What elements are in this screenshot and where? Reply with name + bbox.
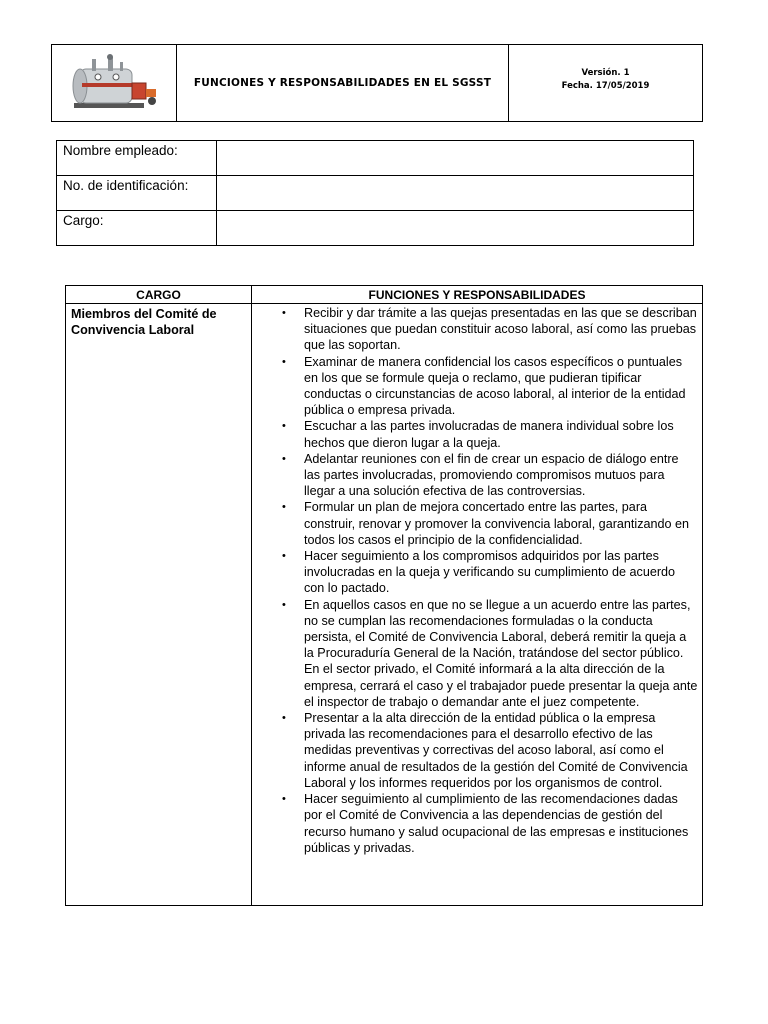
table-row xyxy=(66,304,703,906)
employee-info-table xyxy=(56,140,694,246)
list-item-text: Hacer seguimiento a los compromisos adquiridos por las partes involucradas en la queja y verificando su cumplimiento de acuerdo con lo pactado. xyxy=(304,549,676,596)
bullet-icon: • xyxy=(282,550,286,563)
employee-name-field[interactable] xyxy=(217,141,694,176)
bullet-icon: • xyxy=(282,452,286,465)
responsibilities-list xyxy=(256,305,698,856)
column-header-cargo: CARGO xyxy=(66,286,252,304)
date-label: Fecha. 17/05/2019 xyxy=(561,81,650,91)
document-header xyxy=(51,44,703,122)
position-field[interactable] xyxy=(217,211,694,246)
responsibilities-cell xyxy=(252,304,703,906)
list-item-text: Escuchar a las partes involucradas de manera individual sobre los hechos que dieron lugar a la queja. xyxy=(304,419,674,450)
version-block xyxy=(509,45,702,121)
list-item-text: En aquellos casos en que no se llegue a un acuerdo entre las partes, no se cumplan las recomendaciones formuladas o la conducta persista, el Comité de Convivencia Laboral, deberá remitir la queja a la Procuraduría General de la Nación, tratándose del sector público. En el sector privado, el Comité informará a la alta dirección de la empresa, cerrará el caso y el trabajador puede presentar la queja ante el inspector de trabajo o demandar ante el juez competente. xyxy=(304,597,698,709)
role-name: Miembros del Comité de Convivencia Laboral xyxy=(66,304,252,906)
list-item-text: Adelantar reuniones con el fin de crear un espacio de diálogo entre las partes involucradas, promoviendo compromisos mutuos para llegar a una solución efectiva de las controversias. xyxy=(304,451,679,499)
list-item xyxy=(282,499,698,548)
list-item xyxy=(282,418,698,450)
list-item xyxy=(282,451,698,500)
list-item xyxy=(282,597,698,710)
bullet-icon: • xyxy=(282,501,286,514)
bullet-icon: • xyxy=(282,420,286,433)
list-item-text: Examinar de manera confidencial los casos específicos o puntuales en los que se formule queja o reclamo, que pudieran tipificar conductas o circunstancias de acoso laboral, al interior de la entidad pública o empresa privada. xyxy=(304,354,686,418)
logo-cell xyxy=(52,45,177,121)
id-number-label: No. de identificación: xyxy=(57,176,217,211)
boiler-machine-icon xyxy=(68,53,164,117)
list-item-text: Hacer seguimiento al cumplimiento de las recomendaciones dadas por el Comité de Convivencia a las dependencias de gestión del recurso humano y salud ocupacional de las empresas e instituciones públicas y privadas. xyxy=(304,792,689,855)
list-item xyxy=(282,305,698,354)
responsibilities-table xyxy=(65,285,703,906)
column-header-funciones: FUNCIONES Y RESPONSABILIDADES xyxy=(252,286,703,304)
bullet-icon: • xyxy=(282,793,286,806)
id-number-field[interactable] xyxy=(217,176,694,211)
bullet-icon: • xyxy=(282,307,286,319)
bullet-icon: • xyxy=(282,598,286,611)
bullet-icon: • xyxy=(282,712,286,725)
document-title: FUNCIONES Y RESPONSABILIDADES EN EL SGSST xyxy=(177,45,509,121)
position-label: Cargo: xyxy=(57,211,217,246)
list-item-text: Recibir y dar trámite a las quejas presentadas en las que se describan situaciones que puedan constituir acoso laboral, así como las pruebas que las soportan. xyxy=(304,306,697,353)
list-item-text: Presentar a la alta dirección de la entidad pública o la empresa privada las recomendaciones para el desarrollo efectivo de las medidas preventivas y correctivas del acoso laboral, así como el informe anual de resultados de la gestión del Comité de Convivencia Laboral y los informes requeridos por los organismos de control. xyxy=(304,711,688,790)
table-row xyxy=(57,176,694,211)
version-label: Versión. 1 xyxy=(581,68,630,78)
table-row xyxy=(57,141,694,176)
list-item xyxy=(282,791,698,856)
employee-name-label: Nombre empleado: xyxy=(57,141,217,176)
table-row xyxy=(57,211,694,246)
list-item-text: Formular un plan de mejora concertado entre las partes, para construir, renovar y promover la convivencia laboral, garantizando en todos los casos el principio de la confidencialidad. xyxy=(304,500,690,547)
list-item xyxy=(282,354,698,419)
list-item xyxy=(282,710,698,791)
bullet-icon: • xyxy=(282,355,286,368)
list-item xyxy=(282,548,698,597)
table-header-row xyxy=(66,286,703,304)
